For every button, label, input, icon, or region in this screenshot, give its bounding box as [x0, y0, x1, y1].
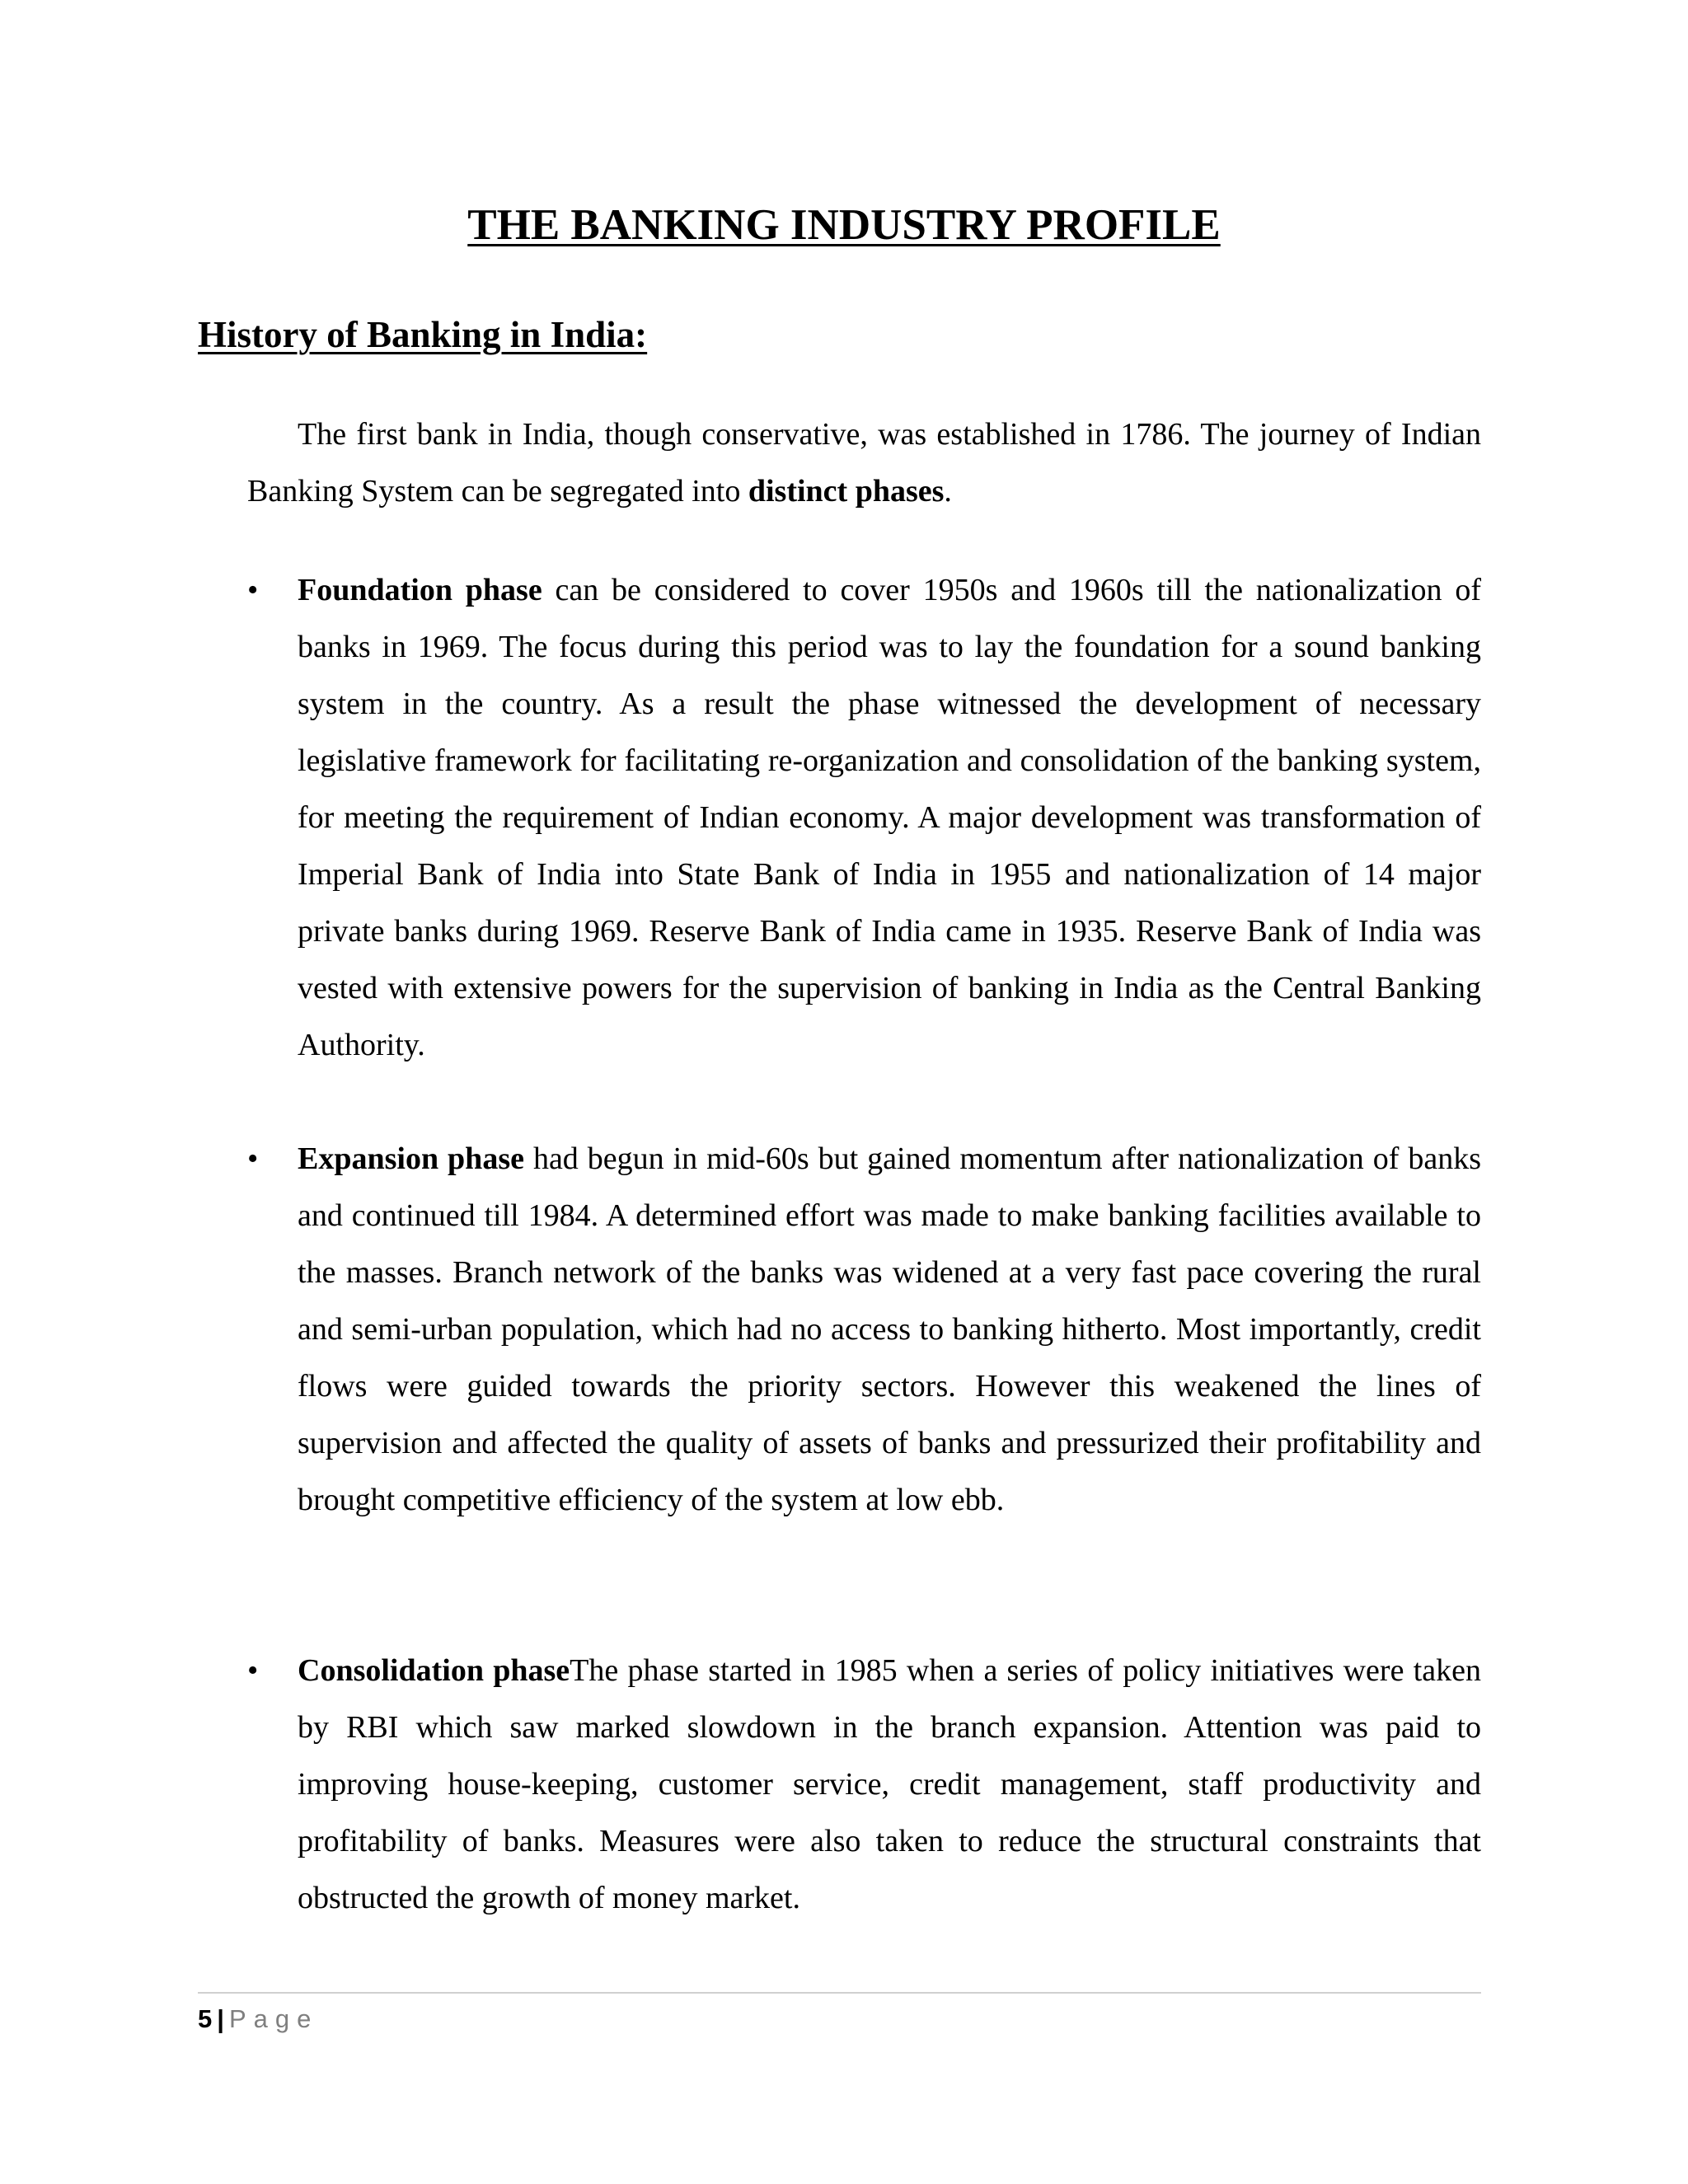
phase-text: The phase started in 1985 when a series of policy initiatives were taken by RBI which saw marked slowdown in the branch expansion. Attention was paid to improving house-keeping, customer service, credit management, staff productivity and profitability of banks. Measures were also taken to reduce the structural constraints that obstructed the growth of money market. — [298, 1653, 1481, 1915]
phase-body — [298, 562, 1481, 1074]
phase-term: Foundation phase — [298, 573, 542, 607]
footer-divider — [198, 1992, 1481, 1994]
page-number: 5 — [198, 2004, 213, 2033]
phase-term: Expansion phase — [298, 1141, 524, 1176]
page-title: THE BANKING INDUSTRY PROFILE — [467, 201, 1221, 249]
phase-item-consolidation — [247, 1643, 1481, 1927]
bullet-icon: • — [247, 573, 259, 607]
bullet-icon: • — [247, 1141, 259, 1176]
phase-item-foundation — [247, 562, 1481, 1074]
section-heading: History of Banking in India: — [198, 314, 648, 355]
intro-emphasis: distinct phases — [748, 474, 945, 509]
phase-item-expansion — [247, 1131, 1481, 1529]
phase-text: can be considered to cover 1950s and 1960s till the nationalization of banks in 1969. The focus during this period was to lay the foundation for a sound banking system in the country. As a result the phase witnessed the development of necessary legislative framework for facilitating re-organization and consolidation of the banking system, for meeting the requirement of Indian economy. A major development was transformation of Imperial Bank of India into State Bank of India in 1955 and nationalization of 14 major private banks during 1969. Reserve Bank of India came in 1935. Reserve Bank of India was vested with extensive powers for the supervision of banking in India as the Central Banking Authority. — [298, 573, 1481, 1062]
bullet-icon: • — [247, 1653, 259, 1688]
footer-separator: | — [217, 2004, 224, 2033]
phase-text: had begun in mid-60s but gained momentum after nationalization of banks and continued till 1984. A determined effort was made to make banking facilities available to the masses. Branch network of the banks was widened at a very fast pace covering the rural and semi-urban population, which had no access to banking hitherto. Most importantly, credit flows were guided towards the priority sectors. However this weakened the lines of supervision and affected the quality of assets of banks and pressurized their profitability and brought competitive efficiency of the system at low ebb. — [298, 1141, 1482, 1517]
intro-paragraph — [247, 406, 1481, 520]
page-label: Page — [228, 2004, 319, 2033]
intro-text-after: . — [944, 474, 952, 509]
phase-body — [298, 1643, 1481, 1927]
phase-body — [298, 1131, 1481, 1529]
phase-term: Consolidation phase — [298, 1653, 570, 1688]
page-footer — [198, 2001, 318, 2037]
intro-text-before: The first bank in India, though conservative, was established in 1786. The journey of Indian Banking System can be segregated into — [247, 417, 1481, 509]
